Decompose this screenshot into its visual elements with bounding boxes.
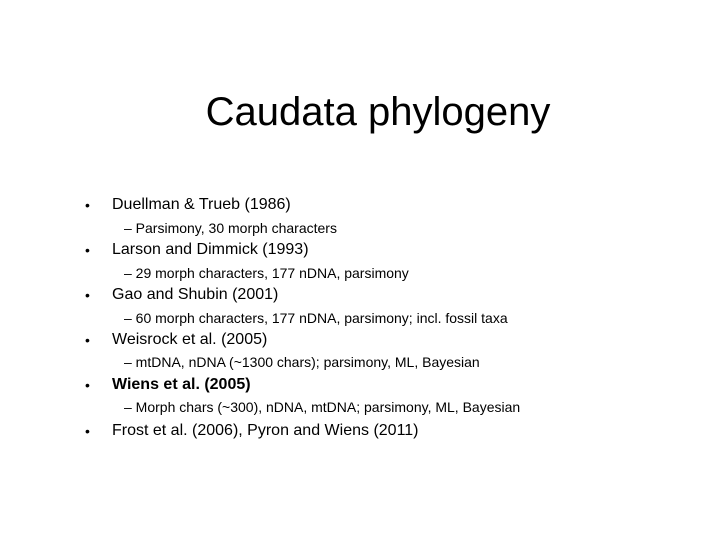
sub-bullet-text: – 29 morph characters, 177 nDNA, parsimony [124,265,409,281]
bullet-text: Duellman & Trueb (1986) [112,196,291,213]
bullet-dot: • [85,287,90,303]
bullet-dot: • [85,332,90,348]
bullet-text: Wiens et al. (2005) [112,376,251,393]
bullet-text: Frost et al. (2006), Pyron and Wiens (2011) [112,422,419,439]
slide-title: Caudata phylogeny [205,90,551,134]
bullet-dot: • [85,423,90,439]
bullet-text: Gao and Shubin (2001) [112,286,279,303]
bullet-dot: • [85,197,90,213]
sub-bullet-text: – Morph chars (~300), nDNA, mtDNA; parsimony, ML, Bayesian [124,399,521,415]
bullet-text: Weisrock et al. (2005) [112,331,268,348]
sub-bullet-text: – Parsimony, 30 morph characters [124,220,337,236]
bullet-dot: • [85,242,90,258]
bullet-text: Larson and Dimmick (1993) [112,241,309,258]
sub-bullet-text: – mtDNA, nDNA (~1300 chars); parsimony, ML, Bayesian [124,354,480,370]
bullet-dot: • [85,377,90,393]
sub-bullet-text: – 60 morph characters, 177 nDNA, parsimony; incl. fossil taxa [124,310,508,326]
